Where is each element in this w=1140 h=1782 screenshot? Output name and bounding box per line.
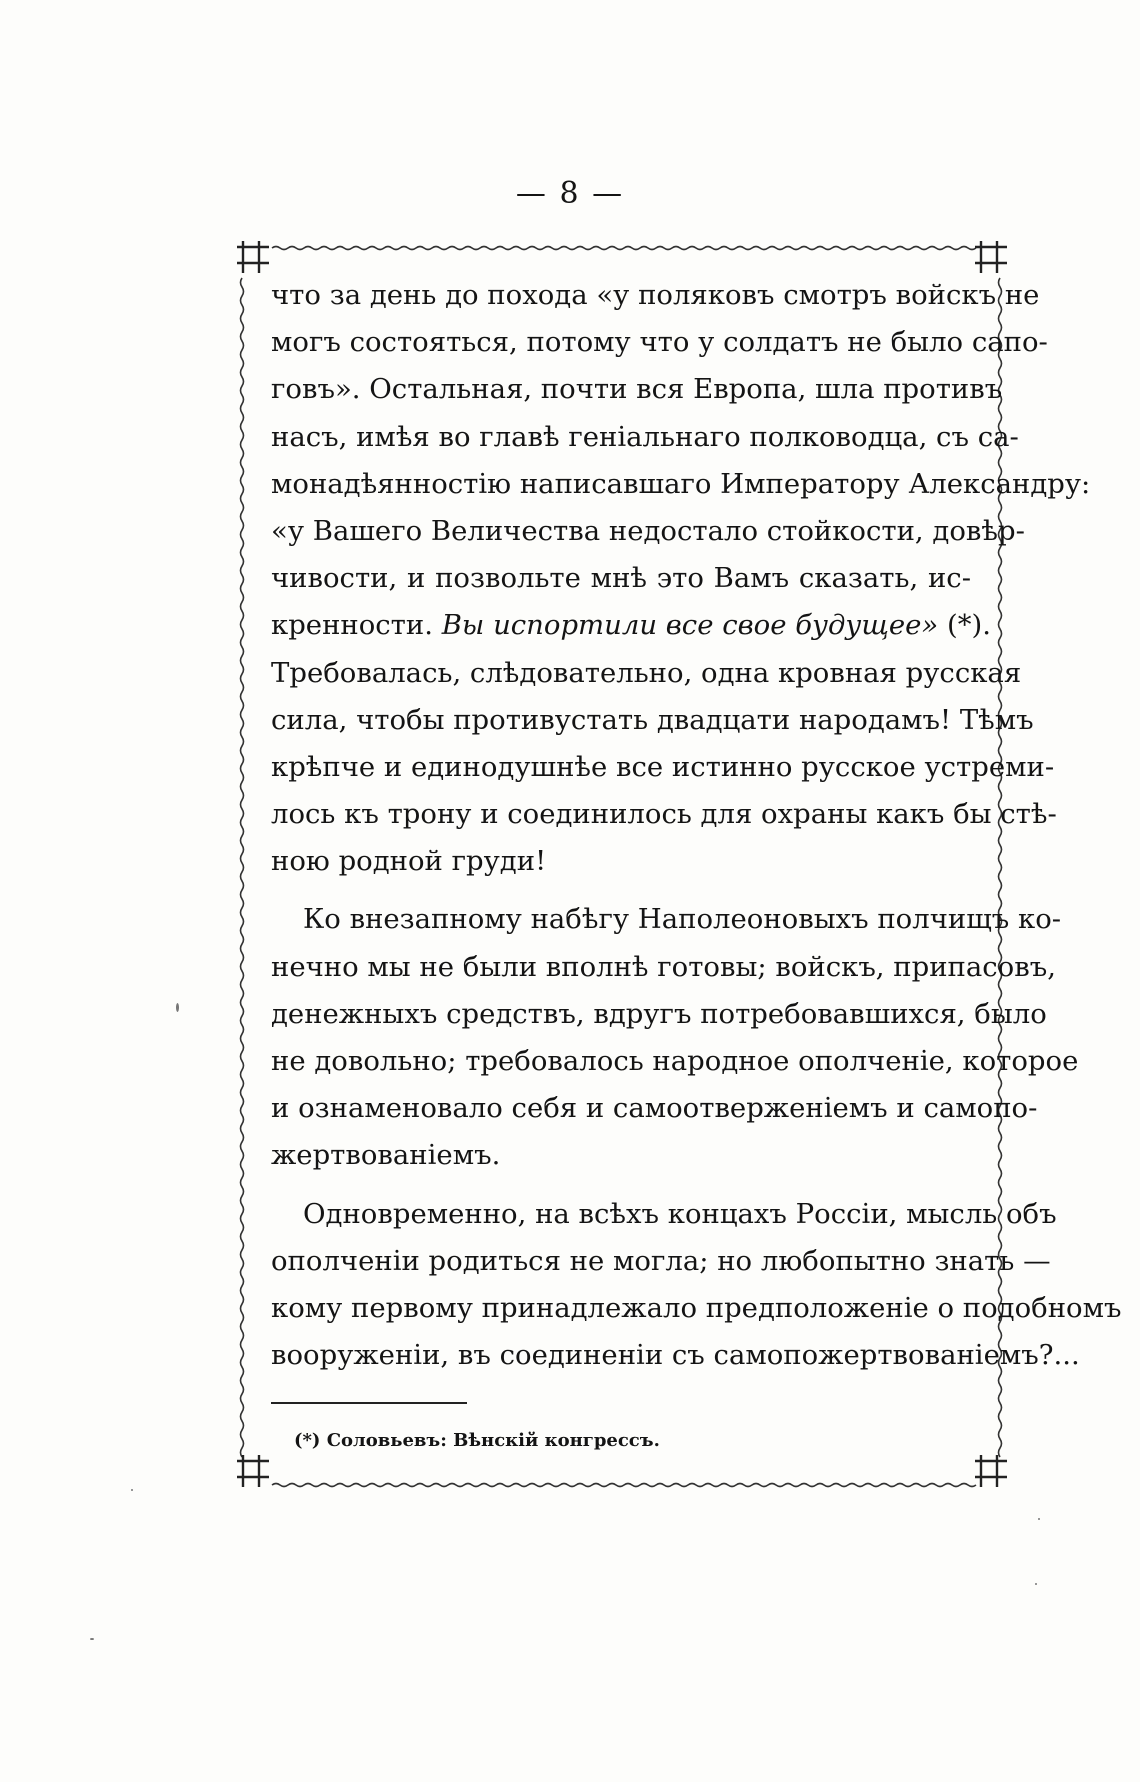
text-line: могъ состояться, потому что у солдатъ не было сапо-	[271, 326, 1048, 359]
page-number: — 8 —	[515, 176, 625, 211]
corner-ornament-bottom-right	[975, 1455, 1007, 1487]
paper-speck	[1038, 1518, 1040, 1520]
paper-speck	[131, 1489, 133, 1491]
text-line: Одновременно, на всѣхъ концахъ Россіи, мысль объ	[303, 1197, 1057, 1230]
text-line: «у Вашего Величества недостало стойкости, довѣр-	[271, 514, 1025, 547]
text-line: ною родной груди!	[271, 845, 547, 878]
text-line: крѣпче и единодушнѣе все истинно русское устреми-	[271, 750, 1055, 783]
corner-ornament-bottom-left	[237, 1455, 269, 1487]
corner-ornament-top-left	[237, 241, 269, 273]
border-top-wave	[272, 247, 976, 250]
text-line-with-quote	[271, 602, 991, 649]
text-line: Ко внезапному набѣгу Наполеоновыхъ полчищъ ко-	[303, 903, 1062, 936]
body-text	[271, 272, 1122, 1379]
text-line: жертвованіемъ.	[271, 1139, 501, 1172]
paper-speck	[176, 1003, 179, 1012]
text-line: монадѣянностію написавшаго Императору Александру:	[271, 467, 1091, 500]
footnote: (*) Соловьевъ: Вѣнскій конгрессъ.	[294, 1430, 660, 1451]
footnote-marker: (*).	[946, 609, 991, 642]
text-line: вооруженіи, въ соединеніи съ самопожертвованіемъ?...	[271, 1339, 1080, 1372]
text-line: насъ, имѣя во главѣ геніальнаго полководца, съ са-	[271, 420, 1019, 453]
text-line: и ознаменовало себя и самоотверженіемъ и самопо-	[271, 1092, 1038, 1125]
footnote-divider	[271, 1402, 467, 1404]
text-line: ополченіи родиться не могла; но любопытно знать —	[271, 1244, 1051, 1277]
text-line: что за день до похода «у поляковъ смотръ войскъ не	[271, 279, 1040, 311]
border-right-wave	[999, 278, 1002, 1457]
text-line: говъ». Остальная, почти вся Европа, шла противъ	[271, 373, 1003, 406]
text-line: чивости, и позвольте мнѣ это Вамъ сказать, ис-	[271, 562, 971, 595]
text-line: нечно мы не были вполнѣ готовы; войскъ, припасовъ,	[271, 950, 1056, 983]
text-line: денежныхъ средствъ, вдругъ потребовавшихся, было	[271, 997, 1047, 1030]
text-line: Требовалась, слѣдовательно, одна кровная русская	[271, 656, 1022, 689]
text-line: не довольно; требовалось народное ополченіе, которое	[271, 1045, 1079, 1077]
paper-speck	[90, 1638, 94, 1640]
border-bottom-wave	[272, 1484, 976, 1487]
corner-ornament-top-right	[975, 241, 1007, 273]
text-line: лось къ трону и соединилось для охраны какъ бы стѣ-	[271, 798, 1057, 831]
text-segment: кренности.	[271, 609, 433, 642]
paper-speck	[1035, 1583, 1037, 1585]
text-line: сила, чтобы противустать двадцати народамъ! Тѣмъ	[271, 703, 1034, 736]
border-left-wave	[241, 278, 244, 1457]
italic-quote: Вы испортили все свое будущее»	[441, 609, 939, 642]
text-line: кому первому принадлежало предположеніе о подобномъ	[271, 1291, 1122, 1324]
